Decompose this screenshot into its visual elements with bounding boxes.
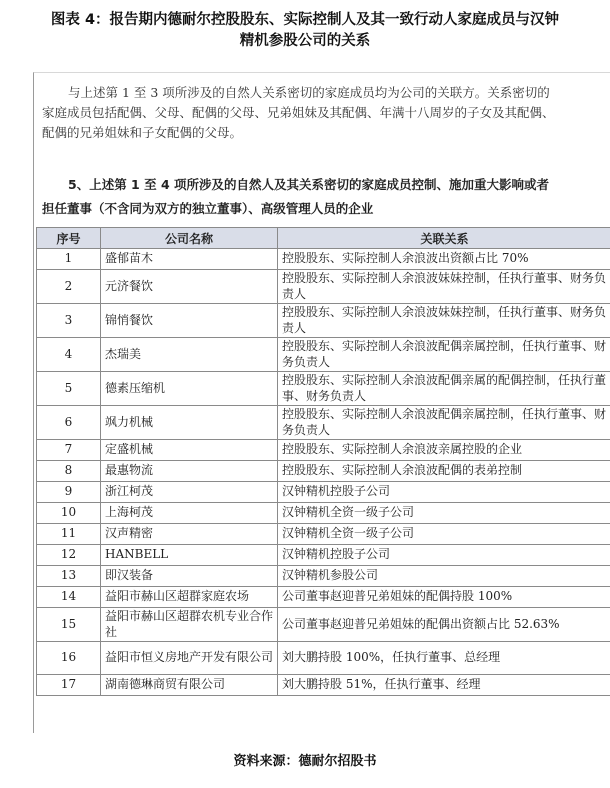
related-party-table xyxy=(36,227,610,696)
header-relation: 关联关系 xyxy=(278,228,610,249)
cell-relation: 刘大鹏持股 100%，任执行董事、总经理 xyxy=(278,642,610,675)
cell-no: 10 xyxy=(37,503,101,524)
figure-title-line-1: 图表 4：报告期内德耐尔控股股东、实际控制人及其一致行动人家庭成员与汉钟 xyxy=(50,12,560,28)
cell-no: 1 xyxy=(37,249,101,270)
table-row xyxy=(37,642,610,675)
cell-no: 9 xyxy=(37,482,101,503)
related-family-paragraph xyxy=(42,83,610,143)
cell-relation: 汉钟精机全资一级子公司 xyxy=(278,524,610,545)
cell-company-name: 即汉装备 xyxy=(101,566,278,587)
paragraph-line-3: 配偶的兄弟姐妹和子女配偶的父母。 xyxy=(42,125,243,140)
cell-no: 11 xyxy=(37,524,101,545)
cell-company-name: 益阳市赫山区超群家庭农场 xyxy=(101,587,278,608)
table-row xyxy=(37,406,610,440)
cell-no: 8 xyxy=(37,461,101,482)
cell-relation: 控股股东、实际控制人余浪波妹妹控制，任执行董事、财务负责人 xyxy=(278,304,610,338)
cell-company-name: 德素压缩机 xyxy=(101,372,278,406)
table-row xyxy=(37,338,610,372)
cell-company-name: 飒力机械 xyxy=(101,406,278,440)
cell-no: 2 xyxy=(37,270,101,304)
cell-no: 14 xyxy=(37,587,101,608)
table-row xyxy=(37,249,610,270)
document-excerpt xyxy=(33,72,610,733)
paragraph-line-2: 家庭成员包括配偶、父母、配偶的父母、兄弟姐妹及其配偶、年满十八周岁的子女及其配偶、 xyxy=(42,105,555,120)
table-body xyxy=(37,249,610,696)
cell-company-name: 益阳市赫山区超群农机专业合作社 xyxy=(101,608,278,642)
figure-title xyxy=(8,10,602,52)
cell-company-name: 汉声精密 xyxy=(101,524,278,545)
section-heading-line-1: 5、上述第 1 至 4 项所涉及的自然人及其关系密切的家庭成员控制、施加重大影响或者 xyxy=(68,177,550,192)
cell-no: 4 xyxy=(37,338,101,372)
figure-title-line-2: 精机参股公司的关系 xyxy=(239,33,371,49)
cell-relation: 控股股东、实际控制人余浪波配偶亲属控制，任执行董事、财务负责人 xyxy=(278,338,610,372)
table-row xyxy=(37,482,610,503)
cell-company-name: 定盛机械 xyxy=(101,440,278,461)
cell-relation: 控股股东、实际控制人余浪波配偶亲属的配偶控制，任执行董事、财务负责人 xyxy=(278,372,610,406)
table-row xyxy=(37,304,610,338)
cell-company-name: 元济餐饮 xyxy=(101,270,278,304)
table-row xyxy=(37,503,610,524)
cell-no: 17 xyxy=(37,675,101,696)
cell-company-name: 上海柯茂 xyxy=(101,503,278,524)
cell-relation: 刘大鹏持股 51%，任执行董事、经理 xyxy=(278,675,610,696)
cell-relation: 汉钟精机控股子公司 xyxy=(278,545,610,566)
table-row xyxy=(37,461,610,482)
table-row xyxy=(37,545,610,566)
cell-company-name: 盛郁苗木 xyxy=(101,249,278,270)
table-row xyxy=(37,372,610,406)
cell-relation: 汉钟精机全资一级子公司 xyxy=(278,503,610,524)
cell-relation: 公司董事赵迎普兄弟姐妹的配偶持股 100% xyxy=(278,587,610,608)
cell-relation: 汉钟精机参股公司 xyxy=(278,566,610,587)
header-no: 序号 xyxy=(37,228,101,249)
cell-no: 13 xyxy=(37,566,101,587)
table-row xyxy=(37,587,610,608)
table-row xyxy=(37,440,610,461)
cell-relation: 汉钟精机控股子公司 xyxy=(278,482,610,503)
source-note: 资料来源：德耐尔招股书 xyxy=(233,754,377,769)
paragraph-line-1: 与上述第 1 至 3 项所涉及的自然人关系密切的家庭成员均为公司的关联方。关系密切的 xyxy=(68,85,550,100)
cell-no: 16 xyxy=(37,642,101,675)
cell-company-name: 最惠物流 xyxy=(101,461,278,482)
table-row xyxy=(37,270,610,304)
cell-no: 12 xyxy=(37,545,101,566)
cell-relation: 控股股东、实际控制人余浪波亲属控股的企业 xyxy=(278,440,610,461)
cell-company-name: HANBELL xyxy=(101,545,278,566)
cell-no: 7 xyxy=(37,440,101,461)
cell-no: 3 xyxy=(37,304,101,338)
header-company-name: 公司名称 xyxy=(101,228,278,249)
cell-relation: 控股股东、实际控制人余浪波妹妹控制，任执行董事、财务负责人 xyxy=(278,270,610,304)
cell-company-name: 浙江柯茂 xyxy=(101,482,278,503)
table-row xyxy=(37,524,610,545)
cell-company-name: 杰瑞美 xyxy=(101,338,278,372)
cell-relation: 控股股东、实际控制人余浪波配偶的表弟控制 xyxy=(278,461,610,482)
section-heading xyxy=(42,173,610,221)
cell-relation: 控股股东、实际控制人余浪波出资额占比 70% xyxy=(278,249,610,270)
cell-company-name: 益阳市恒义房地产开发有限公司 xyxy=(101,642,278,675)
table-header-row xyxy=(37,228,610,249)
cell-company-name: 湖南德琳商贸有限公司 xyxy=(101,675,278,696)
table-row xyxy=(37,608,610,642)
table-row xyxy=(37,566,610,587)
cell-no: 6 xyxy=(37,406,101,440)
table-row xyxy=(37,675,610,696)
cell-relation: 控股股东、实际控制人余浪波配偶亲属控制，任执行董事、财务负责人 xyxy=(278,406,610,440)
cell-no: 5 xyxy=(37,372,101,406)
cell-company-name: 锦悄餐饮 xyxy=(101,304,278,338)
cell-no: 15 xyxy=(37,608,101,642)
cell-relation: 公司董事赵迎普兄弟姐妹的配偶出资额占比 52.63% xyxy=(278,608,610,642)
section-heading-line-2: 担任董事（不含同为双方的独立董事）、高级管理人员的企业 xyxy=(42,201,374,216)
